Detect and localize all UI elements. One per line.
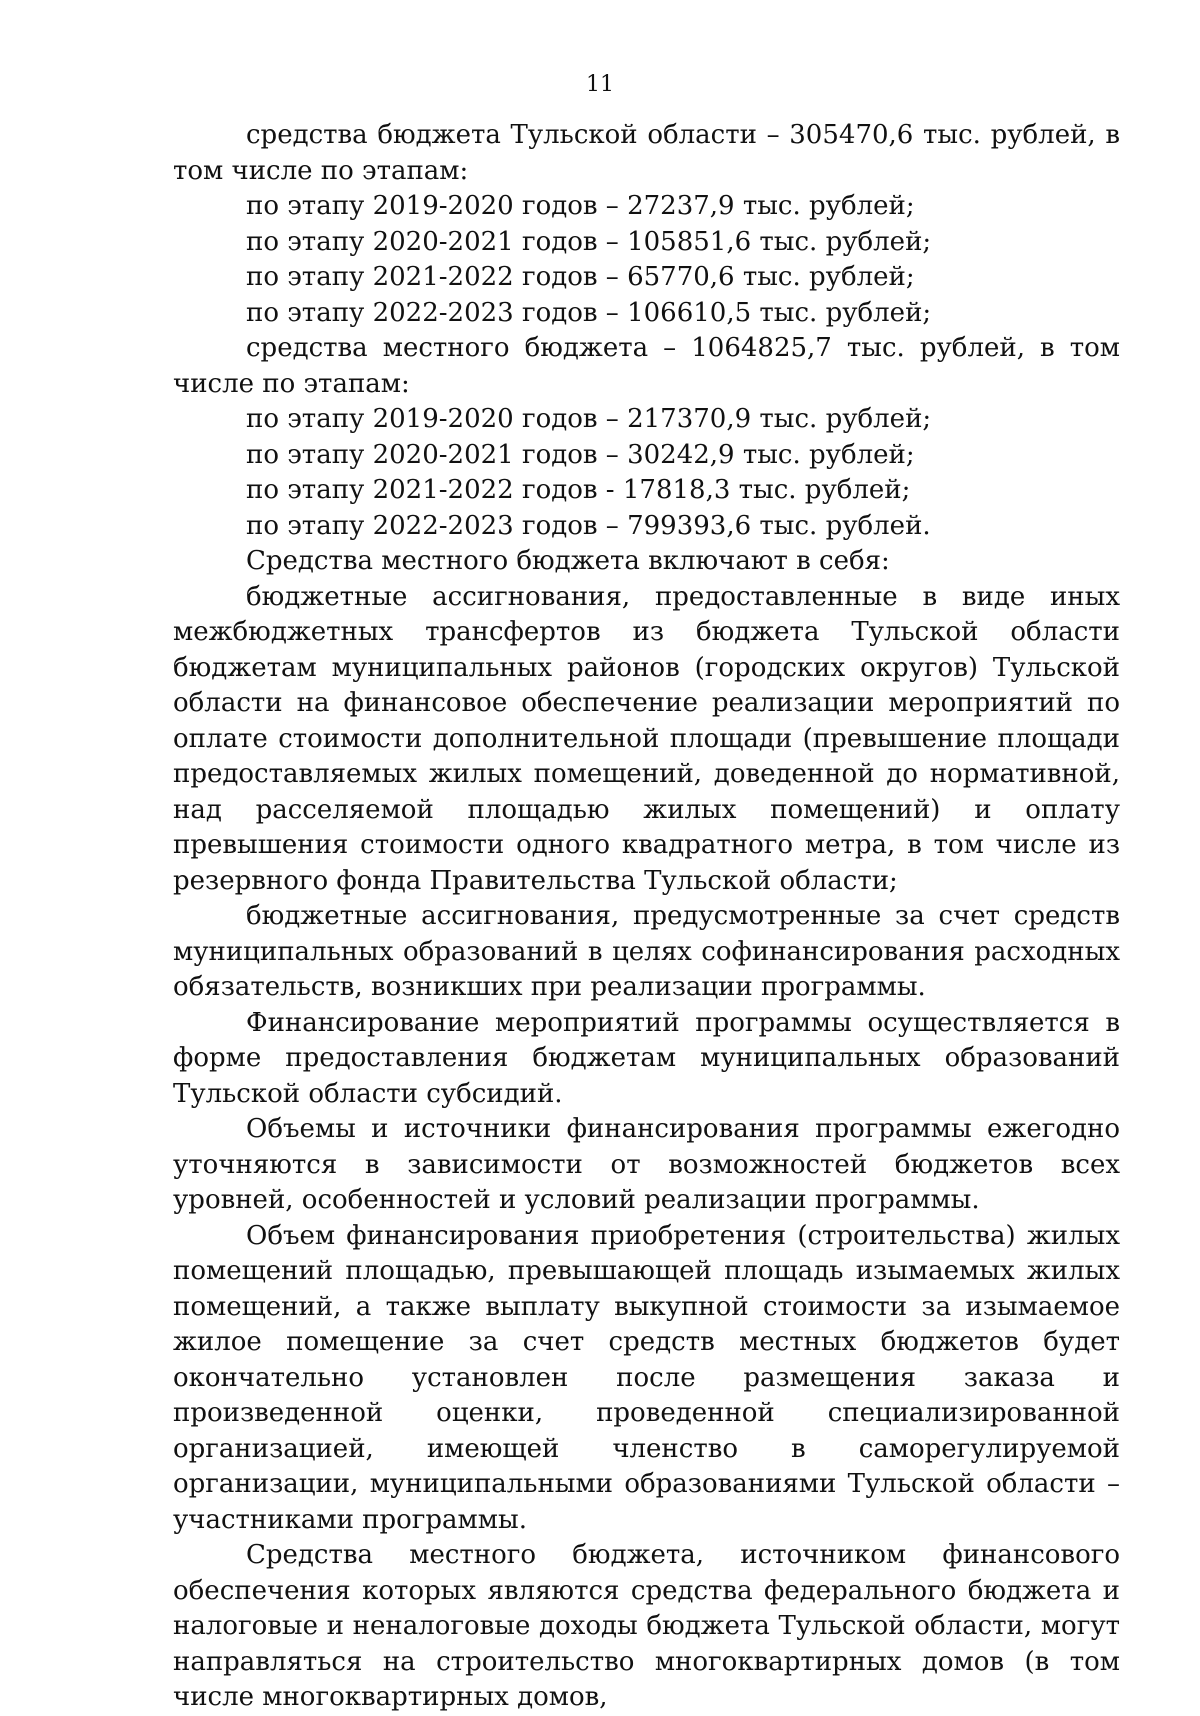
paragraph-interbudget-transfers: бюджетные ассигнования, предоставленные в виде иных межбюджетных трансфертов из бюджета Тульской области бюджетам муниципальных районов (городских округов) Тульской области на финансовое обеспечение реализации мероприятий по оплате стоимости дополнительной площади (превышение площади предоставляемых жилых помещений, доведенной до нормативной, над расселяемой площадью жилых помещений) и оплату превышения стоимости одного квадратного метра, в том числе из резервного фонда Правительства Тульской области; [173,581,1120,896]
paragraph-regional-stage-2022-2023: по этапу 2022-2023 годов – 106610,5 тыс. рублей; [246,297,932,328]
paragraph-financing-form: Финансирование мероприятий программы осуществляется в форме предоставления бюджетам муниципальных образований Тульской области субсидий. [173,1007,1120,1109]
paragraph-local-stage-2020-2021: по этапу 2020-2021 годов – 30242,9 тыс. рублей; [246,439,915,470]
page-number: 11 [586,72,614,97]
paragraph-local-stage-2019-2020: по этапу 2019-2020 годов – 217370,9 тыс. рублей; [246,404,932,434]
paragraph-municipal-cofinancing: бюджетные ассигнования, предусмотренные за счет средств муниципальных образований в целях софинансирования расходных обязательств, возникших при реализации программы. [173,901,1120,1002]
paragraph-local-budget: средства местного бюджета – 1064825,7 тыс. рублей, в том числе по этапам: [173,333,1120,399]
paragraph-regional-stage-2019-2020: по этапу 2019-2020 годов – 27237,9 тыс. рублей; [246,191,915,221]
paragraph-local-stage-2022-2023: по этапу 2022-2023 годов – 799393,6 тыс. рублей. [246,510,931,541]
paragraph-regional-stage-2020-2021: по этапу 2020-2021 годов – 105851,6 тыс. рублей; [246,226,932,257]
paragraph-regional-stage-2021-2022: по этапу 2021-2022 годов – 65770,6 тыс. рублей; [246,262,915,292]
paragraph-local-budget-includes: Средства местного бюджета включают в себя: [246,546,890,576]
paragraph-annual-clarification: Объемы и источники финансирования программы ежегодно уточняются в зависимости от возможностей бюджетов всех уровней, особенностей и условий реализации программы. [173,1114,1120,1215]
paragraph-housing-financing-volume: Объем финансирования приобретения (строительства) жилых помещений площадью, превышающей площадь изымаемых жилых помещений, а также выплату выкупной стоимости за изымаемое жилое помещение за счет средств местных бюджетов будет окончательно установлен после размещения заказа и произведенной оценки, проведенной специализированной организацией, имеющей членство в саморегулируемой организации, муниципальными образованиями Тульской области – участниками программы. [173,1220,1120,1535]
document-body [173,118,1120,1716]
paragraph-construction-funding: Средства местного бюджета, источником финансового обеспечения которых являются средства федерального бюджета и налоговые и неналоговые доходы бюджета Тульской области, могут направляться на строительство многоквартирных домов (в том числе многоквартирных домов, [173,1540,1120,1712]
paragraph-local-stage-2021-2022: по этапу 2021-2022 годов - 17818,3 тыс. рублей; [246,475,911,505]
paragraph-regional-budget: средства бюджета Тульской области – 305470,6 тыс. рублей, в том числе по этапам: [173,120,1120,186]
